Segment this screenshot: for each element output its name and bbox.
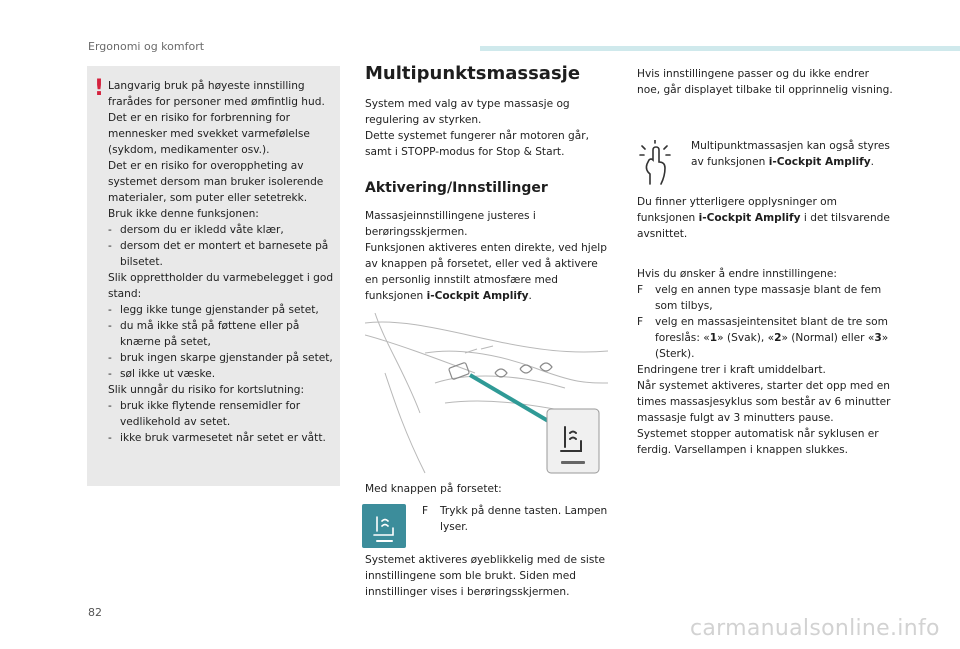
list-item: - du må ikke stå på føttene eller på knærne på setet, <box>108 320 300 348</box>
activation-text: Massasjeinnstillingene justeres i berøringsskjermen. <box>365 210 536 238</box>
warning-text <box>108 78 338 446</box>
right-intro: Hvis innstillingene passer og du ikke endrer noe, går displayet tilbake til opprinnelig visning. <box>637 68 893 96</box>
header-bar <box>480 46 960 51</box>
intro-text: System med valg av type massasje og regulering av styrken. <box>365 98 570 126</box>
list-item: - dersom det er montert et barnesete på bilsetet. <box>108 240 329 268</box>
list-item: - bruk ingen skarpe gjenstander på setet, <box>108 352 333 364</box>
list-item: - legg ikke tunge gjenstander på setet, <box>108 304 319 316</box>
subsection-title: Aktivering/Innstillinger <box>365 180 548 196</box>
illustration-caption: Med knappen på forsetet: <box>365 483 502 495</box>
list-item: F velg en massasjeintensitet blant de tre som foreslås: «1» (Svak), «2» (Normal) eller «3» (Sterk). <box>637 316 889 360</box>
list-item: - bruk ikke flytende rensemidler for vedlikehold av setet. <box>108 400 301 428</box>
watermark: carmanualsonline.info <box>690 616 940 641</box>
list-item: - ikke bruk varmesetet når setet er vått. <box>108 432 326 444</box>
warning-line: Det er en risiko for overoppheting av systemet dersom man bruker isolerende materialer, som puter eller setetrekk. <box>108 160 324 204</box>
end-text: Endringene trer i kraft umiddelbart. <box>637 364 826 376</box>
warning-line: Langvarig bruk på høyeste innstilling frarådes for personer med ømfintlig hud. <box>108 80 325 108</box>
section-title: Multipunktsmassasje <box>365 63 581 84</box>
header-section-title: Ergonomi og komfort <box>88 40 205 53</box>
step-text: Trykk på denne tasten. Lampen lyser. <box>440 505 608 533</box>
seat-massage-button-icon <box>362 504 406 548</box>
tip-text: Multipunktmassasjen kan også styres av funksjonen i-Cockpit Amplify. <box>691 140 890 168</box>
info-text: Du finner ytterligere opplysninger om funksjonen i-Cockpit Amplify i det tilsvarende avsnittet. <box>637 196 890 240</box>
change-intro: Hvis du ønsker å endre innstillingene: <box>637 268 837 280</box>
seat-button-illustration <box>365 313 608 478</box>
end-text: Når systemet aktiveres, starter det opp med en times massasjesyklus som består av 6 minutter massasje fulgt av 3 minutters pause. <box>637 380 891 424</box>
list-item: F velg en annen type massasje blant de fem som tilbys, <box>637 284 882 312</box>
middle-column <box>365 63 613 304</box>
list-item: - dersom du er ikledd våte klær, <box>108 224 284 236</box>
warning-line: Slik opprettholder du varmebelegget i god stand: <box>108 272 334 300</box>
page-number: 82 <box>88 606 102 619</box>
after-text: Systemet aktiveres øyeblikkelig med de siste innstillingene som ble brukt. Siden med innstillinger vises i berøringsskjermen. <box>365 554 606 598</box>
step-instruction <box>422 503 612 535</box>
intro-text: Dette systemet fungerer når motoren går, samt i STOPP-modus for Stop & Start. <box>365 130 589 158</box>
step-bullet: F <box>422 505 429 517</box>
change-settings <box>637 266 893 458</box>
tip-hand-icon <box>637 140 673 186</box>
warning-line: Bruk ikke denne funksjonen: <box>108 208 259 220</box>
warning-line: Slik unngår du risiko for kortslutning: <box>108 384 305 396</box>
activation-text: Funksjonen aktiveres enten direkte, ved hjelp av knappen på forsetet, eller ved å aktivere en personlig innstilt atmosfære med funksjonen i-Cockpit Amplify. <box>365 242 607 302</box>
end-text: Systemet stopper automatisk når syklusen er ferdig. Varsellampen i knappen slukkes. <box>637 428 879 456</box>
seat-illustration-icon <box>365 313 608 478</box>
warning-icon: ! <box>94 76 105 101</box>
warning-box <box>87 66 340 486</box>
warning-line: Det er en risiko for forbrenning for mennesker med svekket varmefølelse (sykdom, medikamenter osv.). <box>108 112 310 156</box>
list-item: - søl ikke ut væske. <box>108 368 216 380</box>
